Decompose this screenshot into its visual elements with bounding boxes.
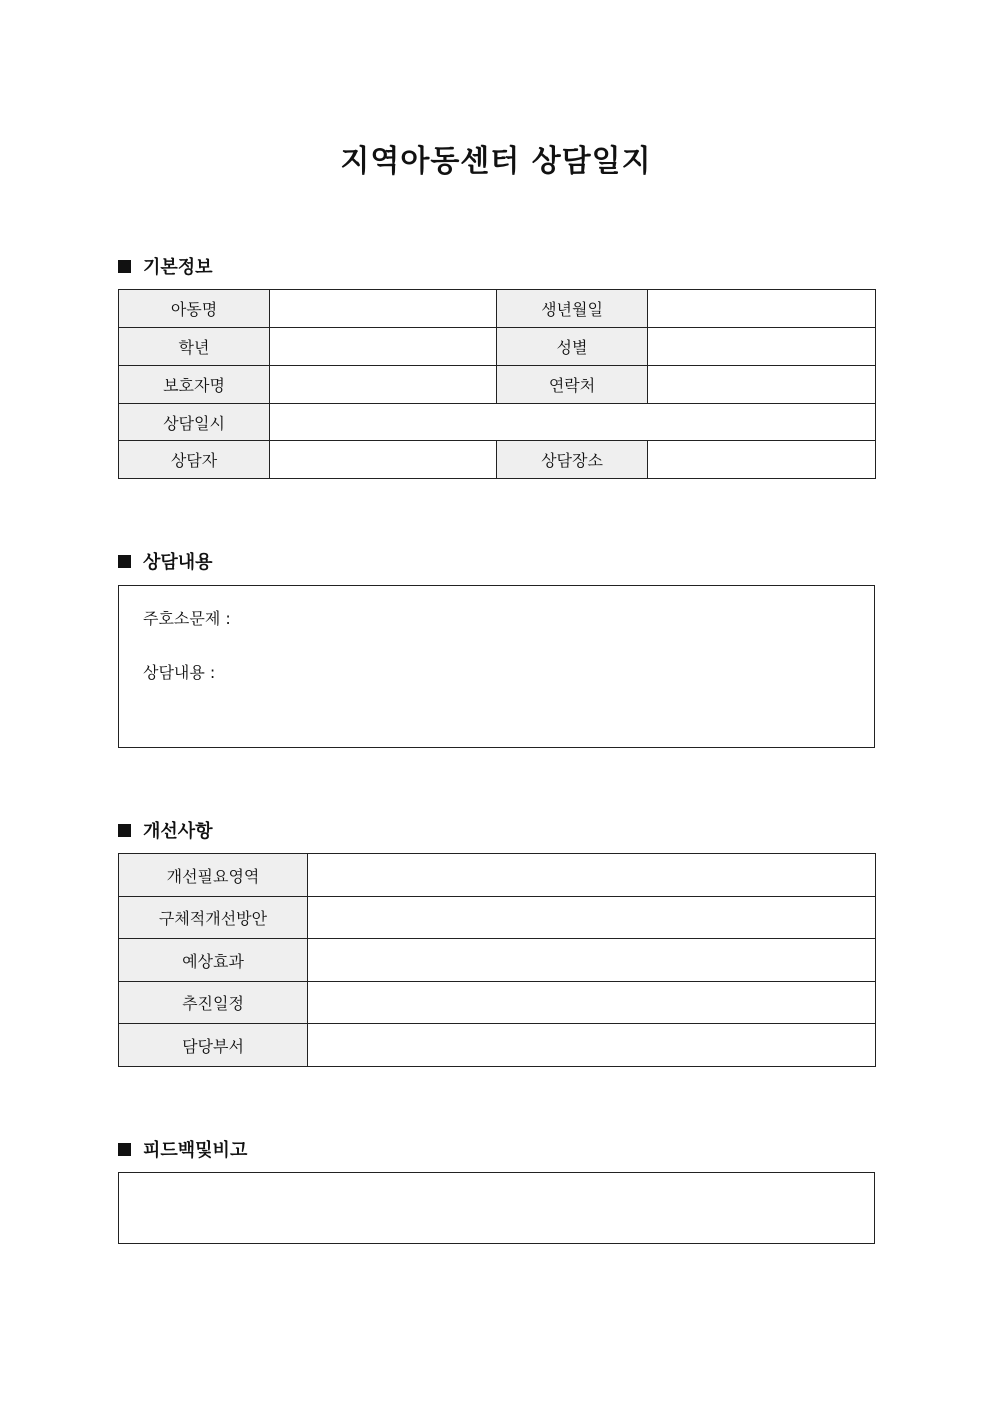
- label-birth-date: 생년월일: [497, 290, 648, 328]
- birth-date-field[interactable]: [648, 290, 876, 328]
- section-heading-label: 기본정보: [143, 257, 213, 278]
- label-guardian-name: 보호자명: [119, 366, 270, 404]
- gender-field[interactable]: [648, 328, 876, 366]
- improvements-table: [118, 853, 876, 1067]
- label-expected-effect: 예상효과: [119, 939, 308, 982]
- square-bullet-icon: [118, 1143, 131, 1156]
- counsel-detail-label: 상담내용 :: [143, 663, 216, 682]
- square-bullet-icon: [118, 555, 131, 568]
- table-row: [119, 328, 876, 366]
- table-row: [119, 939, 876, 982]
- table-row: [119, 366, 876, 404]
- page-title: 지역아동센터 상담일지: [340, 144, 652, 179]
- child-name-field[interactable]: [270, 290, 497, 328]
- label-counsel-place: 상담장소: [497, 441, 648, 479]
- schedule-field[interactable]: [308, 982, 876, 1024]
- improvement-area-field[interactable]: [308, 854, 876, 897]
- section-heading-basic-info: [118, 253, 213, 279]
- contact-field[interactable]: [648, 366, 876, 404]
- label-counsel-datetime: 상담일시: [119, 404, 270, 441]
- table-row: [119, 854, 876, 897]
- main-complaint-label: 주호소문제 :: [143, 609, 231, 628]
- counselor-field[interactable]: [270, 441, 497, 479]
- counsel-place-field[interactable]: [648, 441, 876, 479]
- basic-info-table: [118, 289, 876, 479]
- label-grade: 학년: [119, 328, 270, 366]
- label-counselor: 상담자: [119, 441, 270, 479]
- section-heading-improvements: [118, 817, 213, 843]
- table-row: [119, 404, 876, 441]
- label-contact: 연락처: [497, 366, 648, 404]
- feedback-box[interactable]: [118, 1172, 875, 1244]
- section-heading-label: 개선사항: [143, 821, 213, 842]
- grade-field[interactable]: [270, 328, 497, 366]
- section-heading-label: 상담내용: [143, 552, 213, 573]
- table-row: [119, 441, 876, 479]
- guardian-name-field[interactable]: [270, 366, 497, 404]
- section-heading-feedback: [118, 1136, 247, 1162]
- table-row: [119, 897, 876, 939]
- label-improvement-plan: 구체적개선방안: [119, 897, 308, 939]
- section-heading-label: 피드백및비고: [143, 1140, 248, 1161]
- label-child-name: 아동명: [119, 290, 270, 328]
- square-bullet-icon: [118, 824, 131, 837]
- label-department: 담당부서: [119, 1024, 308, 1067]
- table-row: [119, 1024, 876, 1067]
- department-field[interactable]: [308, 1024, 876, 1067]
- expected-effect-field[interactable]: [308, 939, 876, 982]
- label-schedule: 추진일정: [119, 982, 308, 1024]
- section-heading-counsel-content: [118, 548, 213, 574]
- counsel-content-box[interactable]: [118, 585, 875, 748]
- label-gender: 성별: [497, 328, 648, 366]
- improvement-plan-field[interactable]: [308, 897, 876, 939]
- label-improvement-area: 개선필요영역: [119, 854, 308, 897]
- counsel-datetime-field[interactable]: [270, 404, 876, 441]
- square-bullet-icon: [118, 260, 131, 273]
- table-row: [119, 290, 876, 328]
- table-row: [119, 982, 876, 1024]
